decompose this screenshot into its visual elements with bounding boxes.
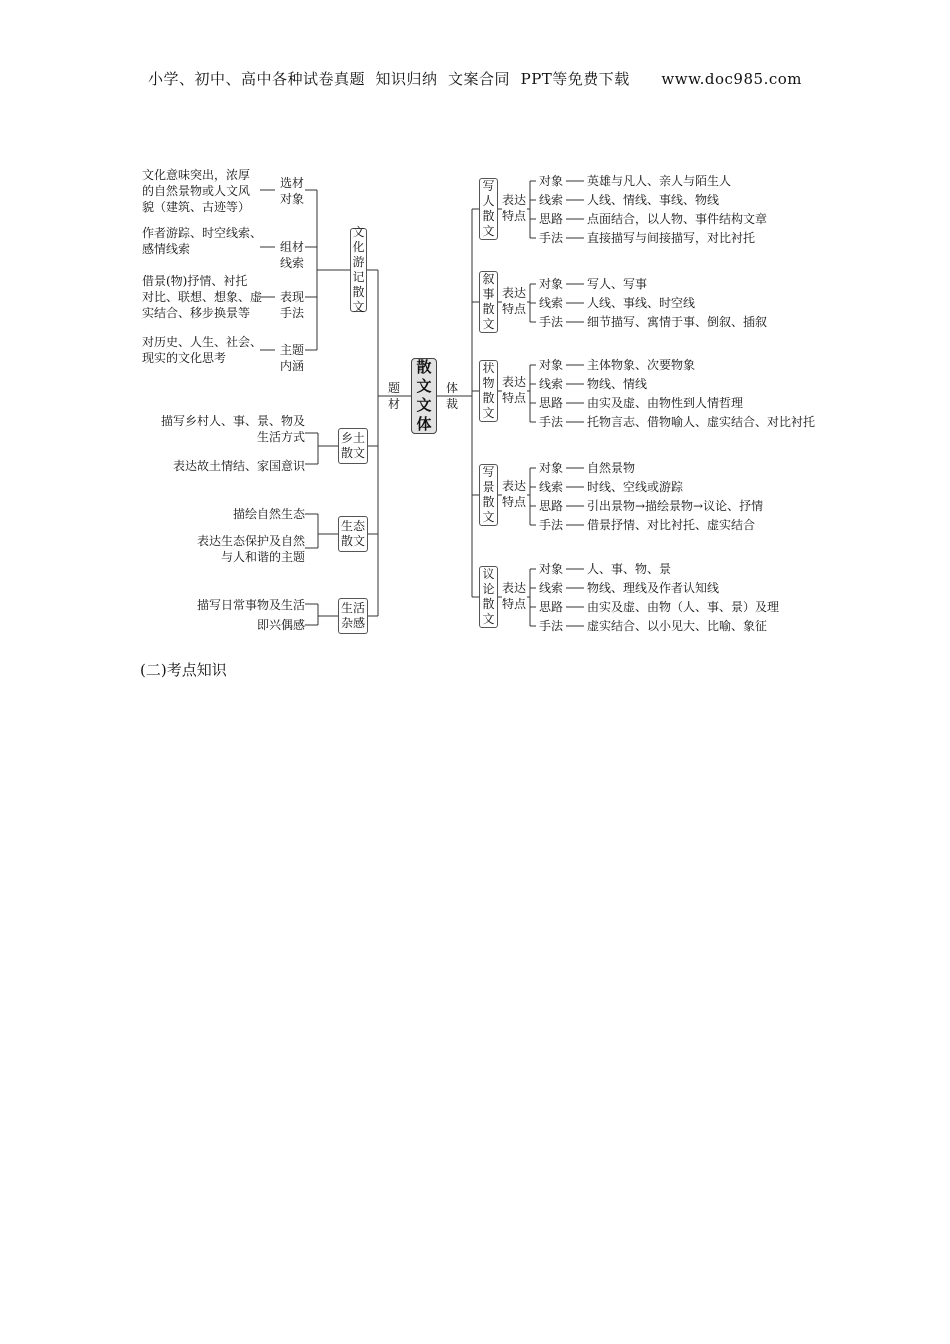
feature-value: 人线、情线、事线、物线 xyxy=(587,193,720,207)
center-node-prose-genre xyxy=(411,358,437,434)
feature-key: 思路 xyxy=(539,600,564,614)
box-char: 化 xyxy=(352,240,365,254)
feature-key: 手法 xyxy=(539,619,564,633)
box-char: 文 xyxy=(482,406,495,420)
box-char: 文 xyxy=(352,300,365,314)
box-char: 散 xyxy=(482,209,495,223)
feature-label: 表达 xyxy=(502,375,527,389)
box-char: 文 xyxy=(352,225,365,239)
left-axis-label-char: 材 xyxy=(388,397,401,411)
right-branch-1 xyxy=(479,178,498,240)
box-line: 乡土 xyxy=(340,431,365,445)
right-axis-label-char: 体 xyxy=(446,381,459,395)
feature-key: 对象 xyxy=(539,358,564,372)
branch-item: 描写乡村人、事、景、物及 生活方式 xyxy=(160,414,305,444)
feature-value: 由实及虚、由物性到人情哲理 xyxy=(587,396,744,410)
box-char: 叙 xyxy=(482,272,495,286)
feature-value: 主体物象、次要物象 xyxy=(587,358,696,372)
feature-key: 对象 xyxy=(539,562,564,576)
aspect-description: 文化意味突出，浓厚 的自然景物或人文风 貌（建筑、古迹等） xyxy=(142,168,251,214)
feature-value: 细节描写、寓情于事、倒叙、插叙 xyxy=(587,315,768,329)
feature-label: 表达 xyxy=(502,193,527,207)
box-char: 写 xyxy=(482,465,495,479)
feature-label: 表达 xyxy=(502,581,527,595)
feature-value: 物线、理线及作者认知线 xyxy=(587,581,720,595)
feature-key: 对象 xyxy=(539,277,564,291)
feature-key: 对象 xyxy=(539,461,564,475)
box-char: 散 xyxy=(482,302,495,316)
connector-lines xyxy=(0,0,950,660)
box-char: 记 xyxy=(352,270,365,284)
feature-value: 写人、写事 xyxy=(587,277,648,291)
box-char: 文 xyxy=(482,317,495,331)
right-branch-5 xyxy=(479,566,498,628)
feature-key: 线索 xyxy=(539,480,564,494)
feature-label: 特点 xyxy=(502,597,527,611)
feature-key: 思路 xyxy=(539,499,564,513)
feature-key: 思路 xyxy=(539,396,564,410)
box-char: 散 xyxy=(482,391,495,405)
left-branch-3 xyxy=(338,516,368,552)
feature-key: 线索 xyxy=(539,296,564,310)
feature-value: 直接描写与间接描写，对比衬托 xyxy=(587,231,756,245)
box-char: 散 xyxy=(352,285,365,299)
box-char: 文 xyxy=(416,396,432,414)
feature-value: 物线、情线 xyxy=(587,377,648,391)
feature-key: 手法 xyxy=(539,518,564,532)
aspect-description: 借景(物)抒情、衬托 对比、联想、想象、虚 实结合、移步换景等 xyxy=(142,274,263,320)
aspect-label: 选材 对象 xyxy=(280,176,305,206)
feature-key: 手法 xyxy=(539,415,564,429)
left-axis-label-char: 题 xyxy=(388,381,401,395)
box-char: 体 xyxy=(416,415,432,433)
left-branch-2 xyxy=(338,428,368,464)
feature-label: 表达 xyxy=(502,479,527,493)
box-char: 文 xyxy=(482,224,495,238)
feature-label: 特点 xyxy=(502,391,527,405)
feature-label: 特点 xyxy=(502,209,527,223)
feature-value: 托物言志、借物喻人、虚实结合、对比衬托 xyxy=(587,415,816,429)
branch-item: 即兴偶感 xyxy=(256,618,305,632)
feature-value: 时线、空线或游踪 xyxy=(587,480,684,494)
box-char: 文 xyxy=(416,377,432,395)
aspect-description: 对历史、人生、社会、 现实的文化思考 xyxy=(142,335,263,365)
feature-key: 手法 xyxy=(539,315,564,329)
box-char: 物 xyxy=(482,376,495,390)
feature-key: 对象 xyxy=(539,174,564,188)
feature-label: 表达 xyxy=(502,286,527,300)
box-char: 写 xyxy=(482,179,495,193)
feature-value: 自然景物 xyxy=(587,461,636,475)
feature-value: 英雄与凡人、亲人与陌生人 xyxy=(587,174,732,188)
feature-key: 线索 xyxy=(539,377,564,391)
box-line: 生态 xyxy=(340,519,365,533)
box-char: 事 xyxy=(482,287,495,301)
box-char: 景 xyxy=(482,480,495,494)
right-branch-3 xyxy=(479,360,498,422)
feature-value: 人线、事线、时空线 xyxy=(587,296,696,310)
box-char: 散 xyxy=(482,495,495,509)
left-branch-4 xyxy=(338,598,368,634)
feature-value: 人、事、物、景 xyxy=(587,562,672,576)
box-char: 议 xyxy=(482,567,495,581)
left-branch-1 xyxy=(350,225,367,314)
feature-value: 虚实结合、以小见大、比喻、象征 xyxy=(587,619,768,633)
box-char: 散 xyxy=(416,358,432,376)
box-char: 游 xyxy=(352,255,365,269)
box-line: 杂感 xyxy=(340,616,365,630)
box-char: 文 xyxy=(482,612,495,626)
branch-item: 描绘自然生态 xyxy=(232,507,305,521)
feature-key: 手法 xyxy=(539,231,564,245)
box-char: 文 xyxy=(482,510,495,524)
box-char: 论 xyxy=(482,582,495,596)
box-line: 散文 xyxy=(340,446,365,460)
aspect-label: 表现 手法 xyxy=(280,290,305,320)
right-axis-label-char: 裁 xyxy=(446,397,459,411)
feature-value: 由实及虚、由物（人、事、景）及理 xyxy=(587,600,780,614)
feature-label: 特点 xyxy=(502,495,527,509)
right-branch-4 xyxy=(479,464,498,526)
box-line: 散文 xyxy=(340,534,365,548)
branch-item: 表达故土情结、家国意识 xyxy=(172,459,305,473)
box-char: 人 xyxy=(482,194,495,208)
feature-label: 特点 xyxy=(502,302,527,316)
box-char: 散 xyxy=(482,597,495,611)
feature-value: 借景抒情、对比衬托、虚实结合 xyxy=(587,518,756,532)
right-branch-2 xyxy=(479,271,498,333)
aspect-label: 组材 线索 xyxy=(280,240,305,270)
feature-value: 点面结合，以人物、事件结构文章 xyxy=(587,212,768,226)
box-line: 生活 xyxy=(340,601,365,615)
box-char: 状 xyxy=(482,361,495,375)
section-title: (二)考点知识 xyxy=(140,661,227,679)
aspect-label: 主题 内涵 xyxy=(280,343,305,373)
feature-key: 思路 xyxy=(539,212,564,226)
branch-item: 描写日常事物及生活 xyxy=(196,598,305,612)
feature-key: 线索 xyxy=(539,581,564,595)
page-header: 小学、初中、高中各种试卷真题 知识归纳 文案合同 PPT等免费下载 www.doc985.com xyxy=(147,70,802,88)
branch-item: 表达生态保护及自然 与人和谐的主题 xyxy=(196,534,305,564)
feature-key: 线索 xyxy=(539,193,564,207)
aspect-description: 作者游踪、时空线索、 感情线索 xyxy=(142,226,263,256)
feature-value: 引出景物→描绘景物→议论、抒情 xyxy=(587,499,764,513)
